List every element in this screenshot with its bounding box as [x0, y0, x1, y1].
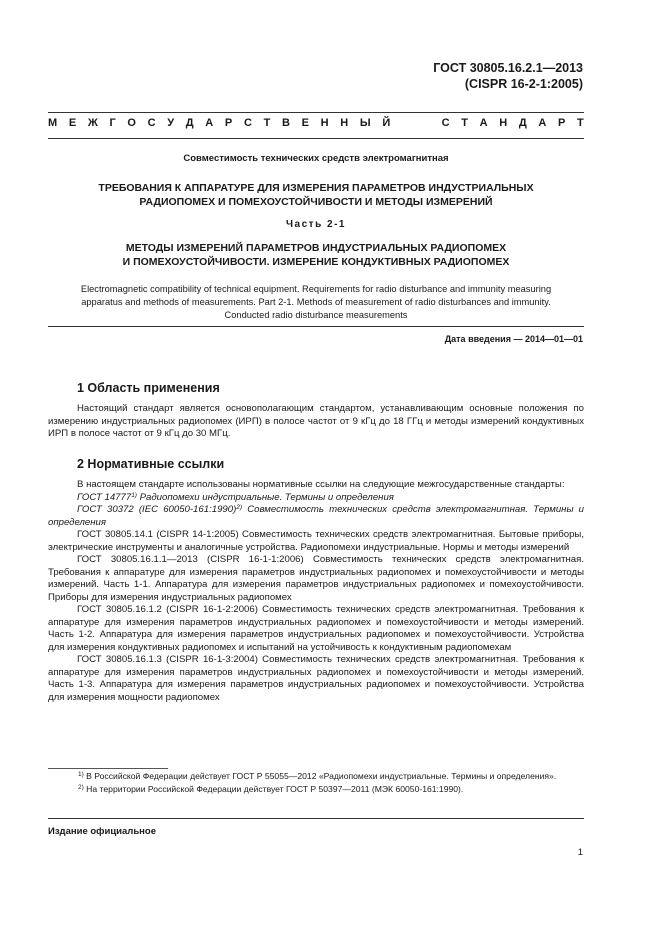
banner-letter: Т: [461, 117, 468, 129]
part-title: [48, 241, 584, 269]
banner-letter: Й: [382, 117, 391, 129]
designation-cispr: (CISPR 16-2-1:2005): [464, 77, 583, 91]
part-title-line: И ПОМЕХОУСТОЙЧИВОСТИ. ИЗМЕРЕНИЕ КОНДУКТИВНЫХ РАДИОПОМЕХ: [122, 256, 510, 268]
date-top-rule: [48, 326, 584, 327]
banner-letter: Е: [68, 117, 77, 129]
banner-letter: Е: [301, 117, 309, 129]
footnote: [48, 770, 584, 783]
banner-letter: О: [127, 117, 136, 129]
banner-letter: У: [167, 117, 175, 129]
paragraph: Настоящий стандарт является основополагающим стандартом, устанавливающим основные положения по измерению индустриальных радиопомех (ИРП) в полосе частот от 9 кГц до 18 ГГц и методы измерений кондуктивных ИРП в полосе частот от 9 кГц до 30 МГц.: [48, 403, 584, 439]
reference-entry: [48, 492, 584, 505]
reference-title: Радиопомехи индустриальные. Термины и определения: [136, 491, 394, 503]
banner-letter: А: [205, 117, 214, 129]
banner-letter: А: [538, 117, 547, 129]
reference-entry: ГОСТ 30805.16.1.3 (CISPR 16-1-3:2004) Совместимость технических средств электромагнитная. Требования к аппаратуре для измерения параметров индустриальных радиопомех и помехоустойчивости и методы измерений. Часть 1-3. Аппаратура для измерения параметров индустриальных радиопомех и помехоустойчивости. Устройства для измерения мощности радиопомех: [48, 654, 584, 703]
banner-letter: Ж: [87, 117, 98, 129]
banner-letter: Д: [185, 117, 194, 129]
part-number: Часть 2-1: [286, 219, 346, 230]
page-number: 1: [577, 847, 583, 858]
english-title-line: apparatus and methods of measurements. Part 2-1. Methods of measurement of radio disturbances and immunity.: [81, 297, 551, 307]
introduction-date: Дата введения — 2014—01—01: [444, 334, 583, 344]
banner-letter: Н: [320, 117, 329, 129]
banner-letter: С: [441, 117, 450, 129]
banner-letter: В: [281, 117, 290, 129]
section-2-heading: 2 Нормативные ссылки: [77, 457, 225, 471]
footnote-mark: 1): [78, 771, 84, 778]
banner-letter: Н: [499, 117, 508, 129]
main-title: [48, 181, 584, 209]
top-rule: [48, 112, 584, 113]
banner-letter: Р: [557, 117, 566, 129]
footnote-text: В Российской Федерации действует ГОСТ Р 55055—2012 «Радиопомехи индустриальные. Термины и определения».: [83, 771, 557, 781]
designation-gost: ГОСТ 30805.16.2.1—2013: [433, 61, 583, 75]
reference-title: Совместимость технических средств электромагнитная. Термины и определения: [48, 504, 585, 528]
banner-letter: А: [479, 117, 488, 129]
paragraph: В настоящем стандарте использованы нормативные ссылки на следующие межгосударственные стандарты:: [77, 479, 565, 490]
english-title-line: Electromagnetic compatibility of technical equipment. Requirements for radio disturbance and immunity measuring: [80, 284, 552, 294]
banner-letter: Ы: [359, 117, 371, 129]
reference-entry: ГОСТ 30805.14.1 (CISPR 14-1:2005) Совместимость технических средств электромагнитная. Бытовые приборы, электрические инструменты и аналогичные устройства. Радиопомехи индустриальные. Нормы и методы измерений: [48, 529, 584, 553]
section-1-body: [48, 403, 584, 441]
footnote-rule: [48, 768, 168, 769]
main-title-line: ТРЕБОВАНИЯ К АППАРАТУРЕ ДЛЯ ИЗМЕРЕНИЯ ПАРАМЕТРОВ ИНДУСТРИАЛЬНЫХ: [98, 182, 534, 194]
footnote-text: На территории Российской Федерации действует ГОСТ Р 50397—2011 (МЭК 60050-161:1990).: [83, 783, 464, 794]
footnote-marker[interactable]: 1): [131, 491, 137, 499]
footnote: [48, 783, 584, 796]
reference-entry: ГОСТ 30805.16.1.2 (CISPR 16-1-2:2006) Совместимость технических средств электромагнитная. Требования к аппаратуре для измерения параметров индустриальных радиопомех и помехоустойчивости и методы измерений. Часть 1-2. Аппаратура для измерения параметров индустриальных радиопомех и помехоустойчивости. Устройства для измерения кондуктивных радиопомех и испытаний на устойчивость к кондуктивным радиопомехам: [48, 604, 584, 653]
footer-rule: [48, 818, 584, 819]
reference-code: ГОСТ 14777: [77, 491, 132, 503]
banner-letter: Г: [109, 117, 116, 129]
english-title: [48, 283, 584, 322]
official-edition-label: Издание официальное: [48, 826, 156, 837]
banner-letter: Д: [518, 117, 527, 129]
banner-letter: С: [147, 117, 156, 129]
reference-entry: [48, 504, 584, 529]
reference-code: ГОСТ 30372 (IEC 60050-161:1990): [77, 504, 237, 515]
banner-letter: Н: [340, 117, 349, 129]
banner-letter: Т: [577, 117, 584, 129]
banner-letter: Р: [224, 117, 233, 129]
section-1-heading: 1 Область применения: [77, 381, 220, 395]
footnotes: [48, 770, 584, 795]
banner-letter: С: [243, 117, 252, 129]
banner-letter: М: [48, 117, 58, 129]
english-title-line: Conducted radio disturbance measurements: [224, 310, 408, 320]
footnote-marker[interactable]: 2): [236, 504, 243, 511]
interstate-standard-banner: [48, 117, 584, 129]
part-title-line: МЕТОДЫ ИЗМЕРЕНИЙ ПАРАМЕТРОВ ИНДУСТРИАЛЬНЫХ РАДИОПОМЕХ: [125, 242, 507, 254]
footnote-mark: 2): [78, 783, 84, 791]
main-title-line: РАДИОПОМЕХ И ПОМЕХОУСТОЙЧИВОСТИ И МЕТОДЫ ИЗМЕРЕНИЙ: [139, 196, 493, 208]
subject-subtitle: Совместимость технических средств электромагнитная: [183, 153, 449, 164]
banner-letter: Т: [263, 117, 271, 129]
banner-bottom-rule: [48, 138, 584, 139]
section-2-body: [48, 479, 584, 704]
banner-gap: [402, 117, 430, 129]
reference-entry: ГОСТ 30805.16.1.1—2013 (CISPR 16-1-1:2006) Совместимость технических средств электромагнитная. Требования к аппаратуре для измерения параметров индустриальных радиопомех и помехоустойчивости и методы измерений. Часть 1-1. Аппаратура для измерения параметров индустриальных радиопомех и помехоустойчивости. Приборы для измерения индустриальных радиопомех: [48, 554, 584, 603]
standard-designation: [433, 60, 583, 92]
